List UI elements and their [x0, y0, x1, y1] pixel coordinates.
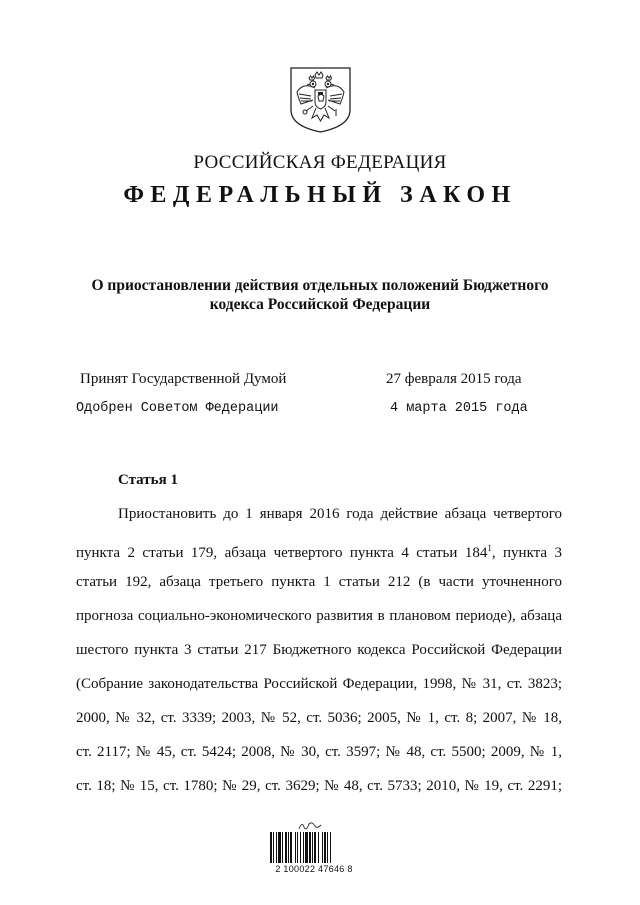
barcode-bar [270, 832, 272, 863]
barcode-number: 2 100022 47646 8 [275, 864, 353, 874]
barcode-bar [324, 832, 326, 863]
article-text-line [76, 539, 562, 562]
barcode-bar [312, 832, 313, 863]
document-type-heading: ФЕДЕРАЛЬНЫЙ ЗАКОН [123, 182, 517, 208]
barcode-bar [276, 832, 277, 863]
article-text-line: ст. 2117; № 45, ст. 5424; 2008, № 30, ст. 3597; № 48, ст. 5500; 2009, № 1, [76, 744, 562, 760]
article-text-line: статьи 192, абзаца третьего пункта 1 статьи 212 (в части уточненного [76, 574, 562, 590]
barcode-bar [318, 832, 319, 863]
law-title [60, 276, 580, 314]
article-text-segment: пункта 2 статьи 179, абзаца четвертого пункта 4 статьи 184 [76, 545, 488, 561]
law-title-line: кодекса Российской Федерации [209, 296, 431, 313]
barcode-bar [314, 832, 316, 863]
article-text-line: 2000, № 32, ст. 3339; 2003, № 52, ст. 5036; 2005, № 1, ст. 8; 2007, № 18, [76, 710, 562, 726]
barcode-bar [303, 832, 304, 863]
article-heading: Статья 1 [118, 472, 178, 488]
duma-adoption-label: Принят Государственной Думой [80, 371, 287, 387]
article-text-segment: , пункта 3 [491, 545, 562, 561]
article-text-line: ст. 18; № 15, ст. 1780; № 29, ст. 3629; № 48, ст. 5733; 2010, № 19, ст. 2291; [76, 778, 562, 794]
superscript: 1 [487, 543, 492, 553]
council-approval-label: Одобрен Советом Федерации [76, 401, 279, 416]
law-title-line: О приостановлении действия отдельных положений Бюджетного [91, 277, 549, 294]
article-text-line: прогноза социально-экономического развития в плановом периоде), абзаца [76, 608, 562, 624]
barcode [270, 832, 352, 863]
article-text-line: шестого пункта 3 статьи 217 Бюджетного кодекса Российской Федерации [76, 642, 562, 658]
council-approval-date: 4 марта 2015 года [390, 401, 528, 416]
barcode-bar [282, 832, 283, 863]
country-heading: РОССИЙСКАЯ ФЕДЕРАЦИЯ [193, 152, 447, 173]
barcode-bar [322, 832, 323, 863]
barcode-bar [297, 832, 298, 863]
barcode-bar [295, 832, 296, 863]
barcode-bar [300, 832, 301, 863]
barcode-bar [285, 832, 287, 863]
barcode-bar [278, 832, 281, 863]
barcode-bar [288, 832, 289, 863]
article-text-line: Приостановить до 1 января 2016 года действие абзаца четвертого [118, 506, 562, 522]
article-text-line: (Собрание законодательства Российской Федерации, 1998, № 31, ст. 3823; [76, 676, 562, 692]
barcode-bar [330, 832, 331, 863]
barcode-bar [290, 832, 292, 863]
duma-adoption-date: 27 февраля 2015 года [386, 371, 522, 387]
barcode-bar [305, 832, 308, 863]
barcode-bar [309, 832, 311, 863]
coat-of-arms-emblem [289, 66, 352, 134]
barcode-bar [273, 832, 274, 863]
barcode-bar [327, 832, 328, 863]
